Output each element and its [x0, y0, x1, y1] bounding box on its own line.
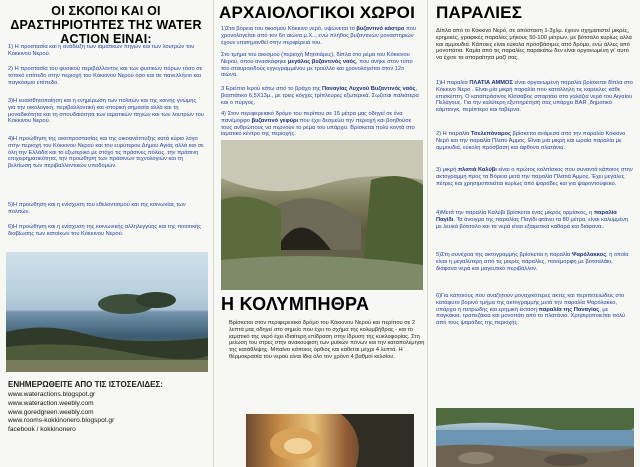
pool-description: Βρίσκεται στον περιφερειακό δρόμο του Κόκκινου Νερού και περίπου σε 2 λεπτά μας οδηγεί στο σημείο που έχει το σχήμα της κολυμβήθρας - και το ιαματικό της νερό έχει ιδιαίτερη επίδραση στην ίδρυση της κυκλοφορίας. Στη μείωση του στρες στην ανακούφιση των μυϊκών πόνων και την καταπολέμηση της κατάθλιψης. Μπαίνει κάποιος όρθιος και καθεται μέχρι 4 λεπτά. Η θερμοκρασία του νερού είναι ίδια όλο τον χρόνο 4 βαθμοί κελσίου. [229, 320, 425, 360]
beaches-intro: Δίπλα από το Κόκκινο Νερό, σε απόσταση 1-3χλμ. έχουν σχηματιστεί μικρές, ερημικές, γραφικές παραλίες μήκους 50-100 μέτρων, με βότσαλο κυρίως αλλά και αμμουδιά. Κάποιες είναι εύκολα προσβάσιμες από δρόμο, ενώ άλλες από μονοπάτια. Καμία από τις παραλίες παρακάτω δεν είναι οργανωμένη γι' αυτό να έχετε τα απαραίτητα μαζί σας. [436, 28, 632, 62]
beach-photo [436, 408, 634, 467]
aims-heading: ΟΙ ΣΚΟΠΟΙ ΚΑΙ ΟΙ ΔΡΑΣΤΗΡΙΟΤΗΤΕΣ ΤΗΣ WATER ACTION ΕΙΝΑΙ: [10, 4, 202, 46]
website-link[interactable]: www.goredgreen.weebly.com [8, 408, 94, 416]
column-beaches [430, 0, 640, 467]
site-paragraph-4: 4) Στον περιφερειακό δρόμο του περίπου σε 15 μέτρα μας οδηγεί σε ένα πανέμορφο βυζαντινό γεφύρι που έχει δεσμεύει την περιοχή και βοηθούσε τους ανθρώπους να περνούν το ρέμα του υπάρχει. Βρίσκεται πολύ κοντά στο ιαματικό κέντρο της περιοχής. [221, 111, 415, 138]
column-divider [213, 0, 214, 467]
facebook-link[interactable]: facebook / kokkinonero [8, 426, 76, 434]
beach-paragraph-3: 3) μικρή πλατιά Καλύβι είναι ο πρώτος κολπίσκος που συναντά κάποιος στην ακτογραμμή προς τα Βόρεια μετά την παραλία Πλατιά Άμμος. Έχει μεγάλες πέτρες και χρησιμοποιείται κυρίως από ψαράδες και για ψαροντούφεκο. [436, 167, 633, 187]
column-archaeology [215, 0, 425, 467]
byzantine-bridge-photo [221, 140, 423, 290]
column-divider [427, 0, 428, 467]
pool-heading: Η ΚΟΛΥΜΠΗΘΡΑ [221, 294, 370, 314]
site-paragraph-3: 3 Ερείπια Ιερού κάτω από το βράχο της Παναγίας Λυχνού Βυζαντινός ναός, βιαστάτικο 6,5Χ13μ., με τρεις κόγχες τρίπλευρες εξωτερικά. Σωζεται παλιάτερα και ο πύργος. [221, 86, 419, 106]
aim-paragraph-1: 1) Η προστασία και η ανάδειξη των ιαματικών πηγών και των λουτρών του Κόκκινου Νερού. [8, 44, 195, 57]
site-paragraph-2: Στο τμήμα του οικισμού (περιοχή Μητσιάρες), δίπλα στο ρέμα του Κόκκινου Νερού, όπου ανασκάφηκε μεγάλος βυζαντινός ναός, που ανήκε στον τύπο του σταυροειδούς εγγεγραμμένου με τρούλλο και χρονολογείται στον 12ο αιώνα. [221, 52, 413, 79]
beach-paragraph-6: 6)Για κάποιους που αναζητούν μοναχικότερες ακτές και περιπετειώδεις στο κατάφυτο βορινό τμήμα της ακτογραμμής μετά την παραλία Ψαρόλακκο, υπάρχει η πετρώδης και ερημική έκταση παραλία της Παναγίας, με παγκάκια, τραπεζάκια και μονοπάτι από το πλατάνια. Χρησιμοποιείται πολύ από τους ψαράδες της περιοχής. [436, 293, 625, 327]
aim-paragraph-6: 6)Η προώθηση και η ενίσχυση της κοινωνικής αλληλεγγύης και της ποιοτικής διαβίωσης των κατοίκων του Κόκκινου Νερού. [8, 224, 201, 237]
column-aims [0, 0, 212, 467]
coastline-photo [6, 252, 208, 372]
beach-paragraph-1: 1)Η παραλία ΠΛΑΤΙΑ ΑΜΜΟΣ είναι οργανωμένη παραλία βρίσκεται δίπλα στο Κόκκινο Νερό . Είναι μία μικρή παραλία που κατάλληλη τις καρέκλες κάθε επισκέπτη. Ο καταπράσινος Κίσσαβος σπαρτάει στα γαλάζια νερά του Αιγαίου Πελάγους. Για την καλύτερη εξυπηρέτησή σας υπάρχει BAR ,δημοτικό κάμπινγκ, περίπτερο και ταβέρνα. [436, 80, 633, 114]
beach-paragraph-2: 2) Η παραλία Τσελεπόναρος βρίσκεται ανάμεσα από την παραλία Κόκκινο Νερό και την παραλία Πλατύ Άμμος. Είναι μια μικρή και ωραία παραλία με αμμουδιά, εύκολη πρόσβαση και άφθονα πλατάνια. [436, 131, 626, 151]
aim-paragraph-4: 4)Η προώθηση της οικοπροστασίας και της οικοανάπτυξης κατά κύριο λόγο στην περιοχή του Κόκκινου Νερού και του ευρύτερου Δήμου Αγιάς αλλά και σε όλη την Ελλάδα και το εξωτερικό με στόχο τις πράσινες πόλεις, την πράσινη επιχειρηματικότητα, την προώθηση των πράσινων τεχνολογιών και τη βελτίωση των περιβαλλοντικών υποδομών. [8, 136, 204, 170]
kolymvithra-photo [246, 414, 414, 467]
website-link[interactable]: www.wateractions.blogspot.gr [8, 391, 96, 398]
site-paragraph-1: 1)Στα βόρεια του οικισμού Κόκκινο νερό, υψώνεται το βυζαντινό κάστρο που χρονολογείται από τον 6ο αιώνα μ.Χ.., ενώ πλήθος βυζαντινών μοναστηριών έχουν επισημανθεί στην περιφέρειά του. [221, 26, 417, 46]
archaeology-heading: ΑΡΧΑΙΟΛΟΓΙΚΟΙ ΧΩΡΟΙ [219, 3, 415, 22]
beach-paragraph-4: 4)Μετά την παραλία Καλύβι βρίσκεται ένας μικρός ορμίσκος, η παραλία Παγίδι. Τα άνοιγμα της παραλίας Παγίδι φτάνει τα 80 μέτρα, είναι καλυμμένη με λευκά βότσαλο και τα νερά είναι εξαιρετικά καθαρά και διάφανα.. [436, 210, 629, 230]
website-link[interactable]: www.wateraction.weebly.com [8, 399, 94, 407]
website-link[interactable]: www.rooms-kokkinonero.blogspot.gr [8, 417, 115, 425]
aim-paragraph-3: 3)Η ευαισθητοποίηση και η ενημέρωση των πολιτών και της κοινής γνώμης για την οικολογική, περιβαλλοντική και ιστορική σημασία αλλά και τη μοναδικότητα και τη σπουδαιότητα των ιαματικών πηγών και των λουτρών του Κόκκινου Νερού. [8, 98, 204, 125]
aim-paragraph-5: 5)Η προώθηση και η ενίσχυση του εθελοντισμού και της κοινωνίας των πολιτών. [8, 202, 186, 215]
aim-paragraph-2: 2) Η προστασία του φυσικού περιβάλλοντος και των φυσικών πόρων τόσο σε τοπικό επίπεδο στην περιοχή του Κόκκινου Νερού όσο και σε πανελλήνιο και παγκόσμιο επίπεδο. [8, 66, 203, 86]
websites-section [8, 380, 208, 435]
websites-heading: ΕΝΗΜΕΡΩΘΕΙΤΕ ΑΠΟ ΤΙΣ ΙΣΤΟΣΕΛΙΔΕΣ: [8, 380, 163, 389]
beach-paragraph-5: 5)Στη συνέχεια της ακτογραμμής βρίσκεται η παραλία Ψαρόλακκος, η οποία είναι η μεγαλύτερη από τις μικρές παραλίες, πανέμορφη με βοτσαλάκι, διάφανα νερά και μαγευτικό περιβάλλον. [436, 252, 629, 272]
beaches-heading: ΠΑΡΑΛΙΕΣ [436, 3, 523, 22]
